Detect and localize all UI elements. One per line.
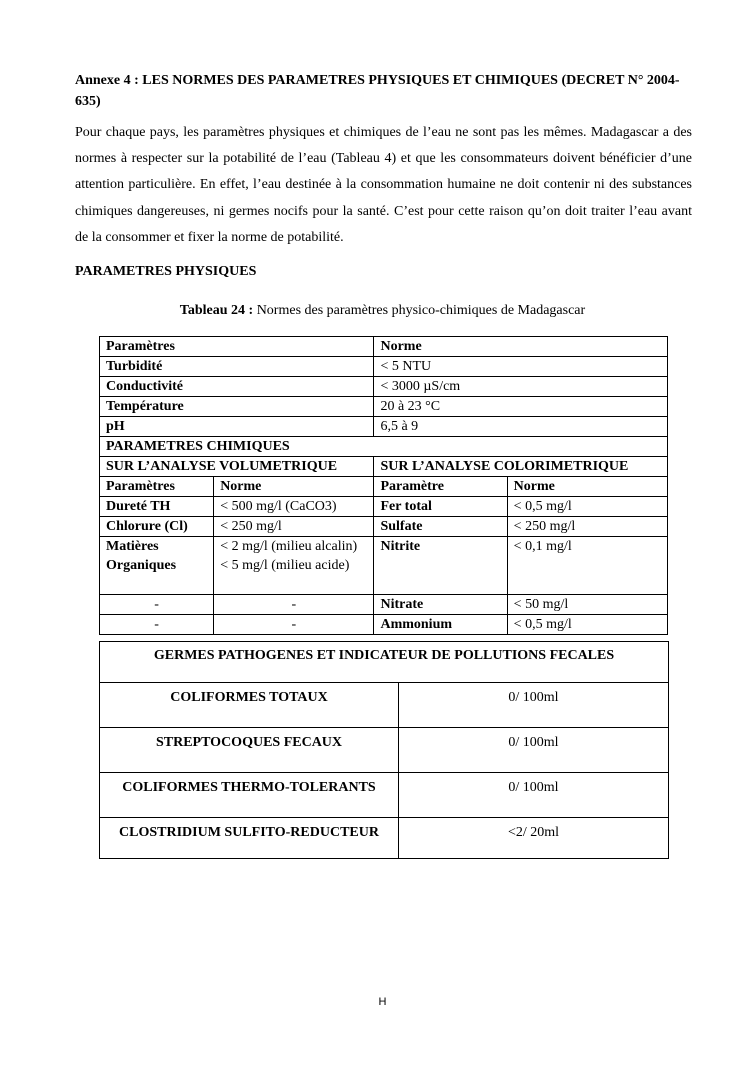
norm-temperature: 20 à 23 °C bbox=[374, 397, 668, 417]
header-parametres: Paramètres bbox=[100, 337, 374, 357]
param-ammonium: Ammonium bbox=[374, 615, 507, 635]
param-sulfate: Sulfate bbox=[374, 517, 507, 537]
table-row bbox=[100, 457, 668, 477]
norm-nitrate: < 50 mg/l bbox=[507, 595, 667, 615]
param-turbidite: Turbidité bbox=[100, 357, 374, 377]
empty-norm-cell: - bbox=[214, 615, 374, 635]
germ-coliformes-thermo: COLIFORMES THERMO-TOLERANTS bbox=[100, 773, 399, 818]
table-row bbox=[100, 537, 668, 595]
norm-sulfate: < 250 mg/l bbox=[507, 517, 667, 537]
table-row bbox=[100, 377, 668, 397]
empty-norm-cell: - bbox=[214, 595, 374, 615]
table-row bbox=[100, 728, 669, 773]
table-row bbox=[100, 595, 668, 615]
germ-value: 0/ 100ml bbox=[399, 683, 669, 728]
germs-table bbox=[99, 641, 669, 859]
volumetric-title: SUR L’ANALYSE VOLUMETRIQUE bbox=[100, 457, 374, 477]
param-conductivite: Conductivité bbox=[100, 377, 374, 397]
caption-label: Tableau 24 : bbox=[179, 303, 254, 318]
table-row bbox=[100, 417, 668, 437]
norm-durete: < 500 mg/l (CaCO3) bbox=[214, 497, 374, 517]
empty-param-cell: - bbox=[100, 615, 214, 635]
param-nitrate: Nitrate bbox=[374, 595, 507, 615]
chemical-section-title: PARAMETRES CHIMIQUES bbox=[100, 437, 668, 457]
table-row bbox=[100, 773, 669, 818]
intro-paragraph: Pour chaque pays, les paramètres physiques et chimiques de l’eau ne sont pas les mêmes. Madagascar a des normes à respecter sur la potabilité de l’eau (Tableau 4) et que les consommateurs doivent bénéficier d’une attention particulière. En effet, l’eau destinée à la consommation humaine ne doit contenir ni des substances chimiques dangereuses, ni germes nocifs pour la santé. C’est pour cette raison qu’on doit traiter l’eau avant de la consommer et fixer la norme de potabilité. bbox=[75, 125, 692, 245]
table-row bbox=[100, 437, 668, 457]
table-caption bbox=[0, 303, 745, 319]
chem-header-parametres: Paramètres bbox=[100, 477, 214, 497]
norm-ammonium: < 0,5 mg/l bbox=[507, 615, 667, 635]
caption-text: Normes des paramètres physico-chimiques de Madagascar bbox=[253, 303, 586, 318]
param-fer-total: Fer total bbox=[374, 497, 507, 517]
table-row bbox=[100, 337, 668, 357]
norm-ph: 6,5 à 9 bbox=[374, 417, 668, 437]
param-durete: Dureté TH bbox=[100, 497, 214, 517]
annex-title: Annexe 4 : LES NORMES DES PARAMETRES PHYSIQUES ET CHIMIQUES (DECRET N° 2004-635) bbox=[75, 73, 680, 109]
norm-turbidite: < 5 NTU bbox=[374, 357, 668, 377]
germ-coliformes-totaux: COLIFORMES TOTAUX bbox=[100, 683, 399, 728]
empty-param-cell: - bbox=[100, 595, 214, 615]
norm-matieres-organiques bbox=[214, 537, 374, 595]
param-nitrite: Nitrite bbox=[374, 537, 507, 595]
table-row bbox=[100, 818, 669, 859]
parameters-table bbox=[99, 336, 668, 635]
param-chlorure: Chlorure (Cl) bbox=[100, 517, 214, 537]
norm-fer-total: < 0,5 mg/l bbox=[507, 497, 667, 517]
param-matieres-organiques: Matières Organiques bbox=[100, 537, 214, 595]
page-number: H bbox=[378, 996, 387, 1008]
germ-clostridium: CLOSTRIDIUM SULFITO-REDUCTEUR bbox=[100, 818, 399, 859]
norm-mo-acid: < 5 mg/l (milieu acide) bbox=[220, 558, 350, 573]
chem-header-norme: Norme bbox=[214, 477, 374, 497]
norm-chlorure: < 250 mg/l bbox=[214, 517, 374, 537]
norm-conductivite: < 3000 µS/cm bbox=[374, 377, 668, 397]
table-row bbox=[100, 642, 669, 683]
table-row bbox=[100, 357, 668, 377]
germ-value: 0/ 100ml bbox=[399, 728, 669, 773]
table-row bbox=[100, 397, 668, 417]
norm-mo-alkaline: < 2 mg/l (milieu alcalin) bbox=[220, 539, 358, 554]
param-temperature: Température bbox=[100, 397, 374, 417]
table-row bbox=[100, 477, 668, 497]
chem-header-parametre: Paramètre bbox=[374, 477, 507, 497]
table-row bbox=[100, 615, 668, 635]
table-row bbox=[100, 683, 669, 728]
table-row bbox=[100, 517, 668, 537]
germ-streptocoques-fecaux: STREPTOCOQUES FECAUX bbox=[100, 728, 399, 773]
param-ph: pH bbox=[100, 417, 374, 437]
table-row bbox=[100, 497, 668, 517]
norm-nitrite: < 0,1 mg/l bbox=[507, 537, 667, 595]
germ-value: 0/ 100ml bbox=[399, 773, 669, 818]
section-heading: PARAMETRES PHYSIQUES bbox=[75, 264, 257, 279]
germs-title: GERMES PATHOGENES ET INDICATEUR DE POLLUTIONS FECALES bbox=[100, 642, 669, 683]
header-norme: Norme bbox=[374, 337, 668, 357]
germ-value: <2/ 20ml bbox=[399, 818, 669, 859]
chem-header-norme-2: Norme bbox=[507, 477, 667, 497]
colorimetric-title: SUR L’ANALYSE COLORIMETRIQUE bbox=[374, 457, 668, 477]
